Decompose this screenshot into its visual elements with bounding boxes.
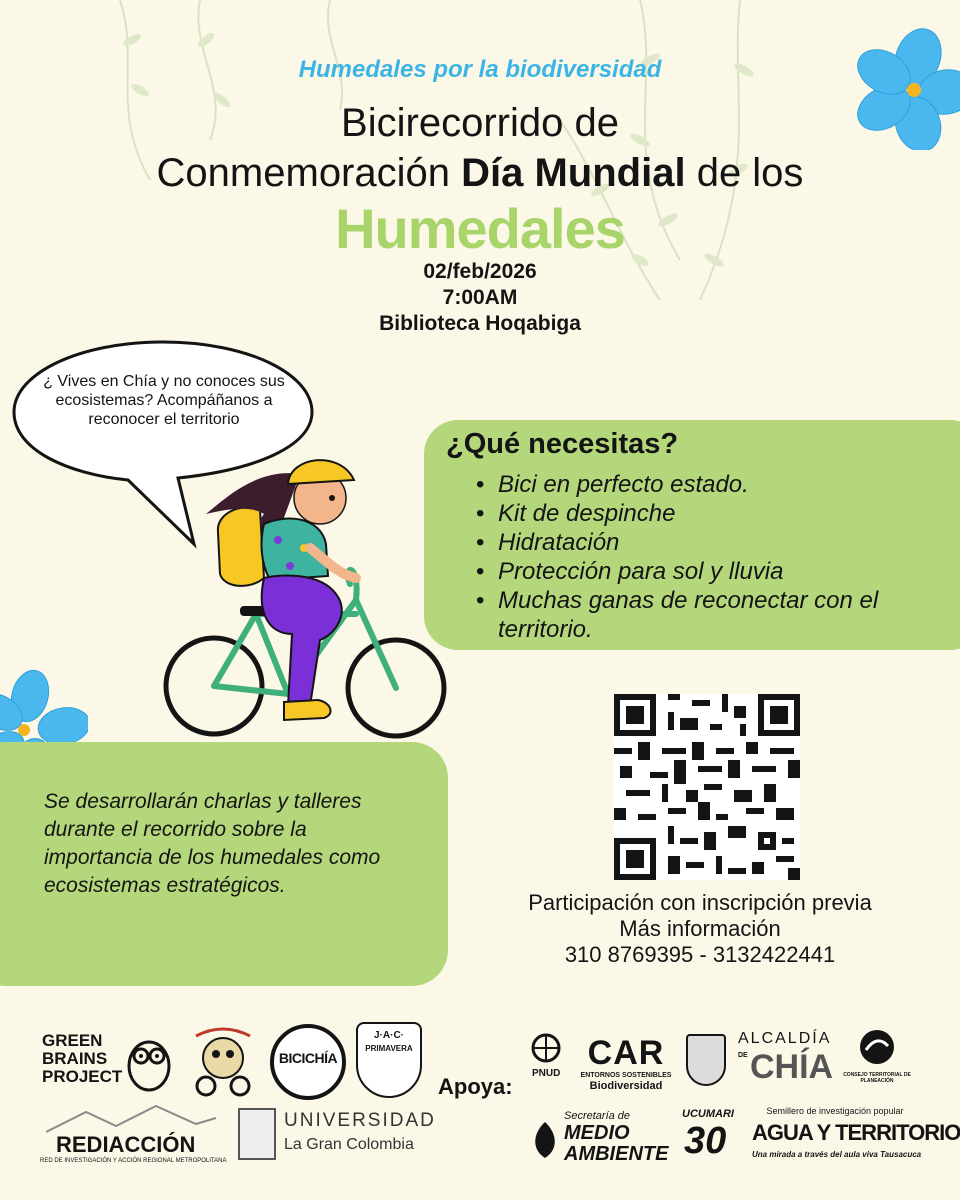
green-brains-logo bbox=[42, 1032, 172, 1094]
bubble-text: ¿ Vives en Chía y no conoces sus ecosistemas? Acompáñanos a reconocer el territorio bbox=[43, 373, 285, 428]
logo-text: 30 bbox=[684, 1120, 727, 1162]
qr-code[interactable] bbox=[614, 694, 800, 880]
list-item: • Bici en perfecto estado. bbox=[476, 470, 946, 499]
coat-of-arms-icon bbox=[686, 1034, 726, 1086]
list-item: • Protección para sol y lluvia bbox=[476, 557, 946, 586]
logo-text: PROJECT bbox=[42, 1067, 123, 1086]
logo-text: AGUA Y TERRITORIO bbox=[752, 1120, 960, 1145]
list-item: • Hidratación bbox=[476, 528, 946, 557]
logo-text: Semillero de investigación popular bbox=[766, 1106, 904, 1116]
medio-ambiente-logo bbox=[530, 1110, 676, 1166]
event-date: 02/feb/2026 bbox=[423, 260, 537, 283]
registration-text: Participación con inscripción previa bbox=[528, 890, 872, 915]
jac-logo bbox=[356, 1022, 422, 1098]
shield-icon bbox=[238, 1108, 276, 1160]
list-item: • Muchas ganas de reconectar con el territorio. bbox=[476, 586, 946, 644]
logo-text: CAR bbox=[587, 1034, 665, 1072]
alcaldia-chia-logo bbox=[686, 1030, 836, 1092]
logo-text: CONSEJO TERRITORIAL DE PLANEACIÓN bbox=[843, 1072, 911, 1084]
event-time: 7:00AM bbox=[442, 286, 518, 309]
logo-text: MEDIO bbox=[564, 1122, 630, 1144]
title-line-2 bbox=[0, 148, 960, 198]
logo-text: PNUD bbox=[532, 1068, 561, 1079]
title-post: de los bbox=[685, 151, 804, 195]
logo-text: REDIACCIÓN bbox=[56, 1132, 196, 1157]
logo-text: J·A·C· bbox=[374, 1030, 404, 1041]
logo-text: DE bbox=[738, 1052, 748, 1059]
title-bold: Día Mundial bbox=[461, 151, 686, 195]
leaf-icon bbox=[530, 1120, 560, 1160]
rediaccion-logo bbox=[36, 1104, 226, 1170]
tagline: Humedales por la biodiversidad bbox=[298, 56, 662, 83]
logo-text: Biodiversidad bbox=[589, 1080, 663, 1092]
logo-text: UNIVERSIDAD bbox=[284, 1110, 436, 1131]
phone-numbers: 310 8769395 - 3132422441 bbox=[564, 942, 836, 967]
title-pre: Conmemoración bbox=[156, 151, 462, 195]
title-humedales: Humedales bbox=[335, 197, 625, 260]
logo-text: BRAINS bbox=[42, 1049, 108, 1068]
agua-territorio-logo bbox=[752, 1106, 960, 1166]
logo-text: Una mirada a través del aula viva Tausacuca bbox=[752, 1150, 922, 1159]
car-logo bbox=[578, 1034, 678, 1094]
logo-text: AMBIENTE bbox=[564, 1143, 669, 1165]
logo-text: Secretaría de bbox=[564, 1110, 631, 1122]
cyclist-illustration bbox=[160, 444, 450, 744]
logo-text: CHÍA bbox=[750, 1048, 834, 1086]
owl-icon bbox=[126, 1032, 172, 1092]
needs-title: ¿Qué necesitas? bbox=[446, 428, 679, 460]
logo-text: PRIMAVERA bbox=[365, 1044, 413, 1053]
logo-text: RED DE INVESTIGACIÓN Y ACCIÓN REGIONAL METROPOLITANA bbox=[40, 1158, 227, 1164]
logo-text: ENTORNOS SOSTENIBLES bbox=[580, 1072, 672, 1079]
mountains-icon bbox=[46, 1104, 216, 1134]
un-globe-icon bbox=[530, 1032, 562, 1064]
universidad-logo bbox=[238, 1108, 436, 1168]
apoya-label: Apoya: bbox=[438, 1074, 513, 1099]
bicichia-logo bbox=[270, 1024, 346, 1100]
more-info-label: Más información bbox=[619, 916, 781, 941]
logo-text: GREEN bbox=[42, 1031, 103, 1050]
info-text bbox=[480, 890, 920, 968]
logo-text: La Gran Colombia bbox=[284, 1136, 414, 1153]
mascot-logo bbox=[186, 1024, 260, 1098]
needs-list bbox=[476, 470, 946, 644]
logo-text: UCUMARI bbox=[682, 1108, 734, 1120]
title-line-1: Bicirecorrido de bbox=[341, 101, 619, 145]
talks-text: Se desarrollarán charlas y talleres durante el recorrido sobre la importancia de los humedales como ecosistemas estratégicos. bbox=[44, 790, 381, 897]
ucumari-logo bbox=[682, 1108, 742, 1168]
pnud-logo bbox=[530, 1032, 570, 1094]
logo-text: BICICHÍA bbox=[278, 1050, 338, 1066]
event-place: Biblioteca Hoqabiga bbox=[379, 312, 581, 335]
consejo-logo bbox=[842, 1028, 912, 1088]
list-item: • Kit de despinche bbox=[476, 499, 946, 528]
logo-text: ALCALDÍA bbox=[738, 1030, 832, 1047]
consejo-icon bbox=[858, 1028, 896, 1066]
